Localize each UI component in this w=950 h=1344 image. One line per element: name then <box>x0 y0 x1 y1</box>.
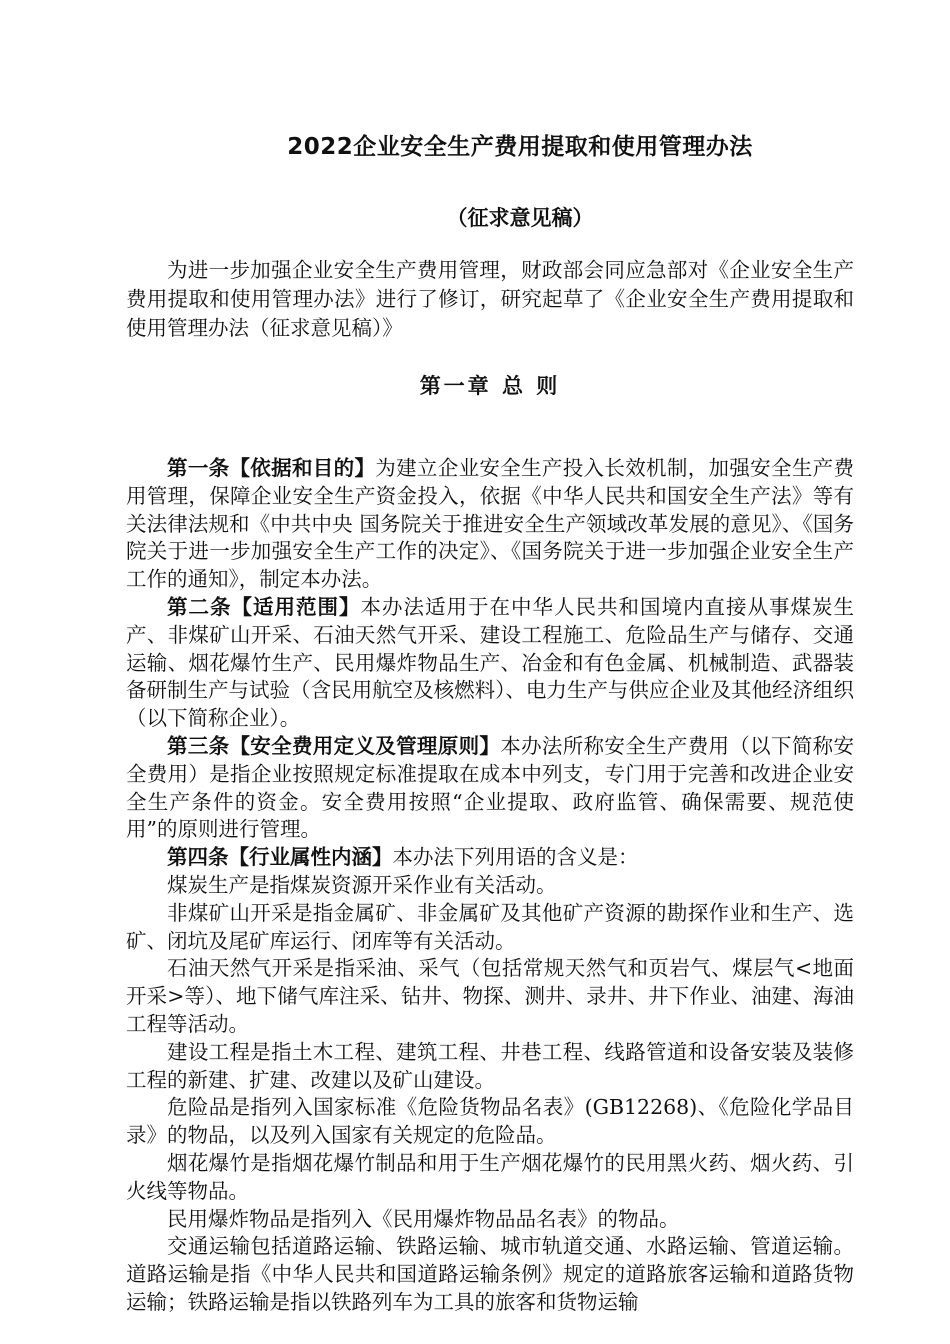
definition-paragraph: 烟花爆竹是指烟花爆竹制品和用于生产烟花爆竹的民用黑火药、烟火药、引火线等物品。 <box>126 1150 854 1203</box>
article-heading: 第四条【行业属性内涵】 <box>167 845 393 870</box>
article-heading: 第三条【安全费用定义及管理原则】 <box>167 733 501 758</box>
article-4 <box>126 844 854 872</box>
article-1 <box>126 455 854 594</box>
definition-paragraph: 非煤矿山开采是指金属矿、非金属矿及其他矿产资源的勘探作业和生产、选矿、闭坑及尾矿库运行、闭库等有关活动。 <box>126 900 854 953</box>
definition-paragraph: 危险品是指列入国家标准《危险货物品名表》(GB12268)、《危险化学品目录》的物品，以及列入国家有关规定的危险品。 <box>126 1095 854 1148</box>
article-text: 本办法下列用语的含义是： <box>392 845 639 870</box>
definition-paragraph: 交通运输包括道路运输、铁路运输、城市轨道交通、水路运输、管道运输。道路运输是指《中华人民共和国道路运输条例》规定的道路旅客运输和道路货物运输；铁路运输是指以铁路列车为工具的旅客和货物运输 <box>126 1234 854 1314</box>
definition-paragraph: 建设工程是指土木工程、建筑工程、井巷工程、线路管道和设备安装及装修工程的新建、扩建、改建以及矿山建设。 <box>126 1039 854 1092</box>
document-title: 2022企业安全生产费用提取和使用管理办法 <box>287 134 753 160</box>
article-text: 本办法所称安全生产费用（以下简称安全费用）是指企业按照规定标准提取在成本中列支，专门用于完善和改进企业安全生产条件的资金。安全费用按照“企业提取、政府监管、确保需要、规范使用”的原则进行管理。 <box>126 733 854 842</box>
document-subtitle: （征求意见稿） <box>446 206 594 230</box>
definition-paragraph: 石油天然气开采是指采油、采气（包括常规天然气和页岩气、煤层气<地面开采>等）、地下储气库注采、钻井、物探、测井、录井、井下作业、油建、海油工程等活动。 <box>126 956 854 1036</box>
definition-paragraph: 民用爆炸物品是指列入《民用爆炸物品品名表》的物品。 <box>167 1206 680 1231</box>
article-text: 本办法适用于在中华人民共和国境内直接从事煤炭生产、非煤矿山开采、石油天然气开采、建设工程施工、危险品生产与储存、交通运输、烟花爆竹生产、民用爆炸物品生产、冶金和有色金属、机械制造、武器装备研制生产与试验（含民用航空及核燃料）、电力生产与供应企业及其他经济组织（以下简称企业）。 <box>126 594 854 731</box>
intro-paragraph: 为进一步加强企业安全生产费用管理，财政部会同应急部对《企业安全生产费用提取和使用管理办法》进行了修订，研究起草了《企业安全生产费用提取和使用管理办法（征求意见稿）》 <box>126 258 854 340</box>
document-body <box>126 455 854 1317</box>
article-heading: 第一条【依据和目的】 <box>167 456 376 480</box>
definition-paragraph: 煤炭生产是指煤炭资源开采作业有关活动。 <box>167 872 557 897</box>
article-3 <box>126 733 854 844</box>
chapter-title: 第一章 总 则 <box>419 374 561 398</box>
article-2 <box>126 594 854 733</box>
article-heading: 第二条【适用范围】 <box>167 594 361 619</box>
article-text: 为建立企业安全生产投入长效机制，加强安全生产费用管理，保障企业安全生产资金投入，依据《中华人民共和国安全生产法》等有关法律法规和《中共中央 国务院关于推进安全生产领域改革发展的意见》、《国务院关于进一步加强安全生产工作的决定》、《国务院关于进一步加强企业安全生产工作的通知》，制定本办法。 <box>126 456 854 592</box>
